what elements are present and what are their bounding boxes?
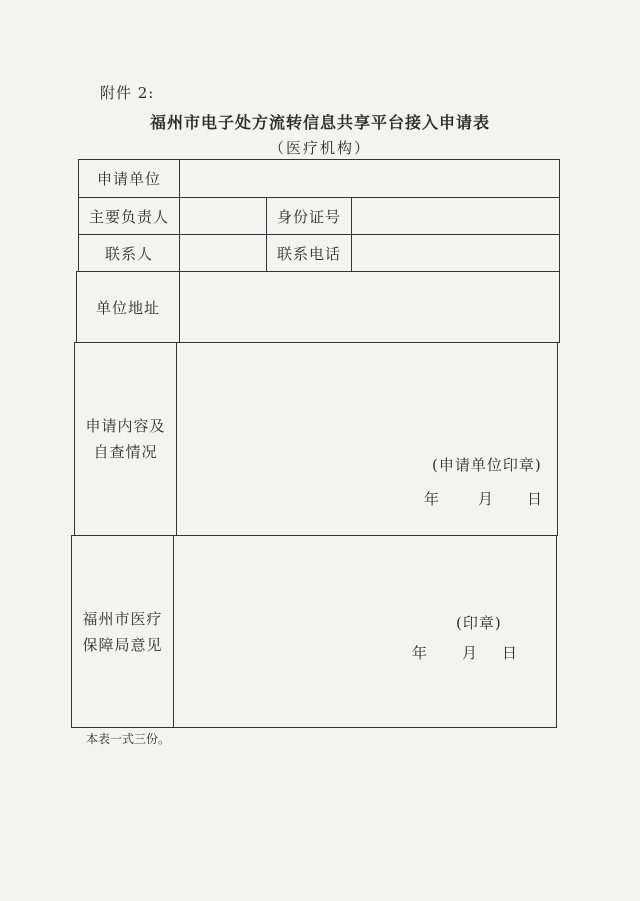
form-title: 福州市电子处方流转信息共享平台接入申请表 xyxy=(149,113,490,132)
contact-field[interactable] xyxy=(179,234,267,272)
bureau-label-cell xyxy=(71,535,174,728)
bureau-label-line1: 福州市医疗 xyxy=(82,609,163,628)
applicant-date-day: 日 xyxy=(527,490,544,508)
content-field[interactable] xyxy=(176,342,558,536)
responsible-person-label: 主要负责人 xyxy=(78,197,180,235)
contact-phone-label: 联系电话 xyxy=(266,234,352,272)
applicant-seal-note: (申请单位印章) xyxy=(432,456,542,474)
content-label-line1: 申请内容及 xyxy=(85,417,166,435)
contact-phone-field[interactable] xyxy=(351,234,560,272)
bureau-date-year: 年 xyxy=(412,644,429,662)
address-field[interactable] xyxy=(179,271,560,343)
applicant-date-month: 月 xyxy=(478,490,495,508)
bureau-date-month: 月 xyxy=(462,644,479,662)
annex-label: 附件 2: xyxy=(100,84,155,102)
content-label-cell xyxy=(74,342,177,536)
bureau-date-day: 日 xyxy=(502,644,519,662)
content-label-line2: 自查情况 xyxy=(93,443,158,461)
address-label: 单位地址 xyxy=(76,271,180,343)
contact-label: 联系人 xyxy=(78,234,180,272)
bureau-label-line2: 保障局意见 xyxy=(82,635,163,654)
responsible-person-field[interactable] xyxy=(179,197,267,235)
form-subtitle: （医疗机构） xyxy=(268,139,371,157)
applicant-unit-label: 申请单位 xyxy=(78,159,180,198)
footnote: 本表一式三份。 xyxy=(86,732,171,746)
id-number-field[interactable] xyxy=(351,197,560,235)
id-number-label: 身份证号 xyxy=(266,197,352,235)
applicant-unit-field[interactable] xyxy=(179,159,560,198)
applicant-date-year: 年 xyxy=(424,490,441,508)
bureau-seal-note: (印章) xyxy=(456,614,502,632)
